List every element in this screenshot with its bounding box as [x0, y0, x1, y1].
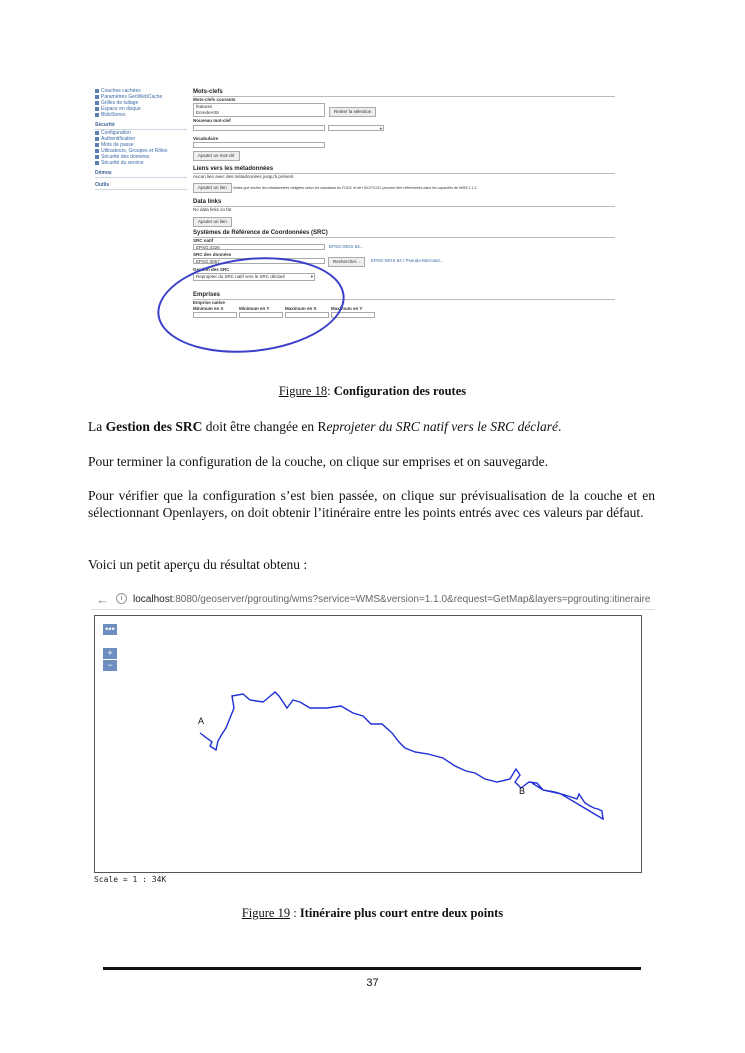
declared-src-link[interactable]: EPSG:WGS 84 / Pseudo-Mercator...	[371, 258, 444, 263]
paragraph-3: Pour vérifier que la configuration s’est bien passée, on clique sur prévisualisation de la couche et en sélectionnant Openlayers, on doit obtenir l’itinéraire entre les points entrés avec ces valeurs par défaut.	[88, 488, 655, 520]
keyword-item[interactable]: EnredeArt8	[196, 110, 219, 115]
figure18-caption: Figure 18: Configuration des routes	[278, 384, 467, 398]
grid-icon	[95, 101, 99, 105]
sidebar-heading-security: Sécurité	[95, 122, 187, 130]
data-security-icon	[95, 155, 99, 159]
sidebar-item[interactable]: Grilles de tuilage	[95, 100, 187, 106]
bbox-header: Minimum en X	[193, 306, 224, 311]
add-metadata-link-button[interactable]: Ajouter un lien	[193, 183, 232, 193]
figure19-label: Figure 19	[241, 906, 291, 920]
key-icon	[95, 137, 99, 141]
sidebar-item[interactable]: Couches cachées	[95, 88, 187, 94]
sidebar-item[interactable]: BlobStores	[95, 112, 187, 118]
keywords-title: Mots-clefs	[193, 88, 615, 97]
cache-icon	[95, 95, 99, 99]
sidebar-heading-tools[interactable]: Outils	[95, 182, 187, 190]
zoom-in-button[interactable]: +	[103, 648, 117, 659]
paragraph-2: Pour terminer la configuration de la couche, on clique sur emprises et on sauvegarde.	[88, 454, 548, 469]
back-arrow-icon[interactable]: ←	[96, 592, 109, 607]
sidebar-item[interactable]: Sécurité des données	[95, 154, 187, 160]
sidebar-item[interactable]: Utilisateurs, Groupes et Rôles	[95, 148, 187, 154]
route-line	[200, 692, 603, 819]
map-viewport[interactable]	[94, 615, 642, 873]
metadata-empty-text: Aucun lien avec des métadonnées jusqu'à présent	[193, 174, 294, 179]
layer-icon	[95, 89, 99, 93]
declared-src-label: SRC des données	[193, 252, 232, 257]
native-bbox-label: Emprise native	[193, 300, 226, 305]
bold-term: Gestion des SRC	[105, 419, 203, 434]
native-src-label: SRC natif	[193, 238, 214, 243]
layer-switcher-button[interactable]: •••	[103, 624, 117, 635]
sidebar-item[interactable]: Espace en disque	[95, 106, 187, 112]
language-select[interactable]	[328, 125, 384, 131]
route-layer	[95, 616, 641, 872]
paragraph-1: La Gestion des SRC doit être changée en Reprojeter du SRC natif vers le SRC déclaré.	[88, 419, 562, 434]
keywords-list[interactable]	[193, 103, 325, 117]
declared-src-input[interactable]: EPSG:3857	[193, 258, 325, 264]
bbox-title: Emprises	[193, 291, 615, 300]
figure19-caption: Figure 19 : Itinéraire plus court entre deux points	[241, 906, 504, 920]
sidebar-heading-demos[interactable]: Démos	[95, 170, 187, 178]
chevron-down-icon: ▾	[379, 126, 382, 131]
keywords-current-label: Mots-clefs courants	[193, 97, 236, 102]
add-datalink-button[interactable]: Ajouter un lien	[193, 217, 232, 227]
keyword-item[interactable]: features	[196, 104, 213, 109]
native-src-link[interactable]: EPSG:WGS 84...	[329, 244, 364, 249]
point-b-label: B	[519, 786, 526, 796]
new-keyword-input[interactable]	[193, 125, 325, 131]
scale-line: Scale = 1 : 34K	[94, 875, 167, 884]
figure19-title: Itinéraire plus court entre deux points	[299, 906, 504, 920]
sidebar-item[interactable]: Configuration	[95, 130, 187, 136]
bbox-header: Minimum en Y	[239, 306, 270, 311]
remove-selection-button[interactable]: Retirer la sélection	[329, 107, 376, 117]
users-icon	[95, 149, 99, 153]
info-icon[interactable]: i	[116, 593, 127, 604]
sidebar-item[interactable]: Mots de passe	[95, 142, 187, 148]
metadata-note: Notez que seules les métadonnées rédigées selon les standards du FGDC et de l'ISO/TC211 peuvent être référencées dans les capacités de WMS 1.1.1	[233, 186, 477, 190]
paragraph-4: Voici un petit aperçu du résultat obtenu :	[88, 557, 308, 572]
footer-rule	[103, 967, 641, 970]
add-keyword-button[interactable]: Ajouter un mot-clé	[193, 151, 240, 161]
datalinks-empty-text: No data links so far	[193, 207, 232, 212]
blobstore-icon	[95, 113, 99, 117]
zoom-out-button[interactable]: −	[103, 660, 117, 671]
settings-icon	[95, 131, 99, 135]
geoserver-sidebar	[95, 88, 187, 190]
lock-icon	[95, 143, 99, 147]
src-handling-label: Gestion des SRC	[193, 267, 230, 272]
vocabulary-label: Vocabulaire	[193, 136, 219, 141]
figure18-label: Figure 18	[278, 384, 328, 398]
sidebar-item[interactable]: Authentification	[95, 136, 187, 142]
figure18-title: Configuration des routes	[333, 384, 467, 398]
src-title: Systèmes de Référence de Coordonnées (SRC)	[193, 229, 615, 238]
new-keyword-label: Nouveau mot-clef	[193, 118, 231, 123]
native-src-input[interactable]: EPSG:4326	[193, 244, 325, 250]
datalinks-title: Data links	[193, 198, 615, 207]
metadata-title: Liens vers les métadonnées	[193, 165, 615, 174]
url-text[interactable]: localhost:8080/geoserver/pgrouting/wms?service=WMS&version=1.1.0&request=GetMap&layers=pgrouting:itineraire	[133, 594, 651, 605]
chevron-down-icon: ▾	[310, 274, 313, 279]
sidebar-item[interactable]: Paramètres GeoWebCache	[95, 94, 187, 100]
italic-term: eprojeter du SRC natif vers le SRC déclaré	[326, 419, 559, 434]
point-a-label: A	[198, 716, 205, 726]
browser-address-bar	[91, 591, 655, 610]
service-security-icon	[95, 161, 99, 165]
page-number: 37	[366, 977, 379, 989]
find-src-button[interactable]: Rechercher...	[328, 257, 365, 267]
disk-icon	[95, 107, 99, 111]
bbox-header: Maximum en X	[285, 306, 317, 311]
bbox-header: Maximum en Y	[331, 306, 363, 311]
src-handling-select[interactable]: Reprojeter du SRC natif vers le SRC déclaré ▾	[193, 273, 315, 281]
sidebar-item[interactable]: Sécurité du service	[95, 160, 187, 166]
